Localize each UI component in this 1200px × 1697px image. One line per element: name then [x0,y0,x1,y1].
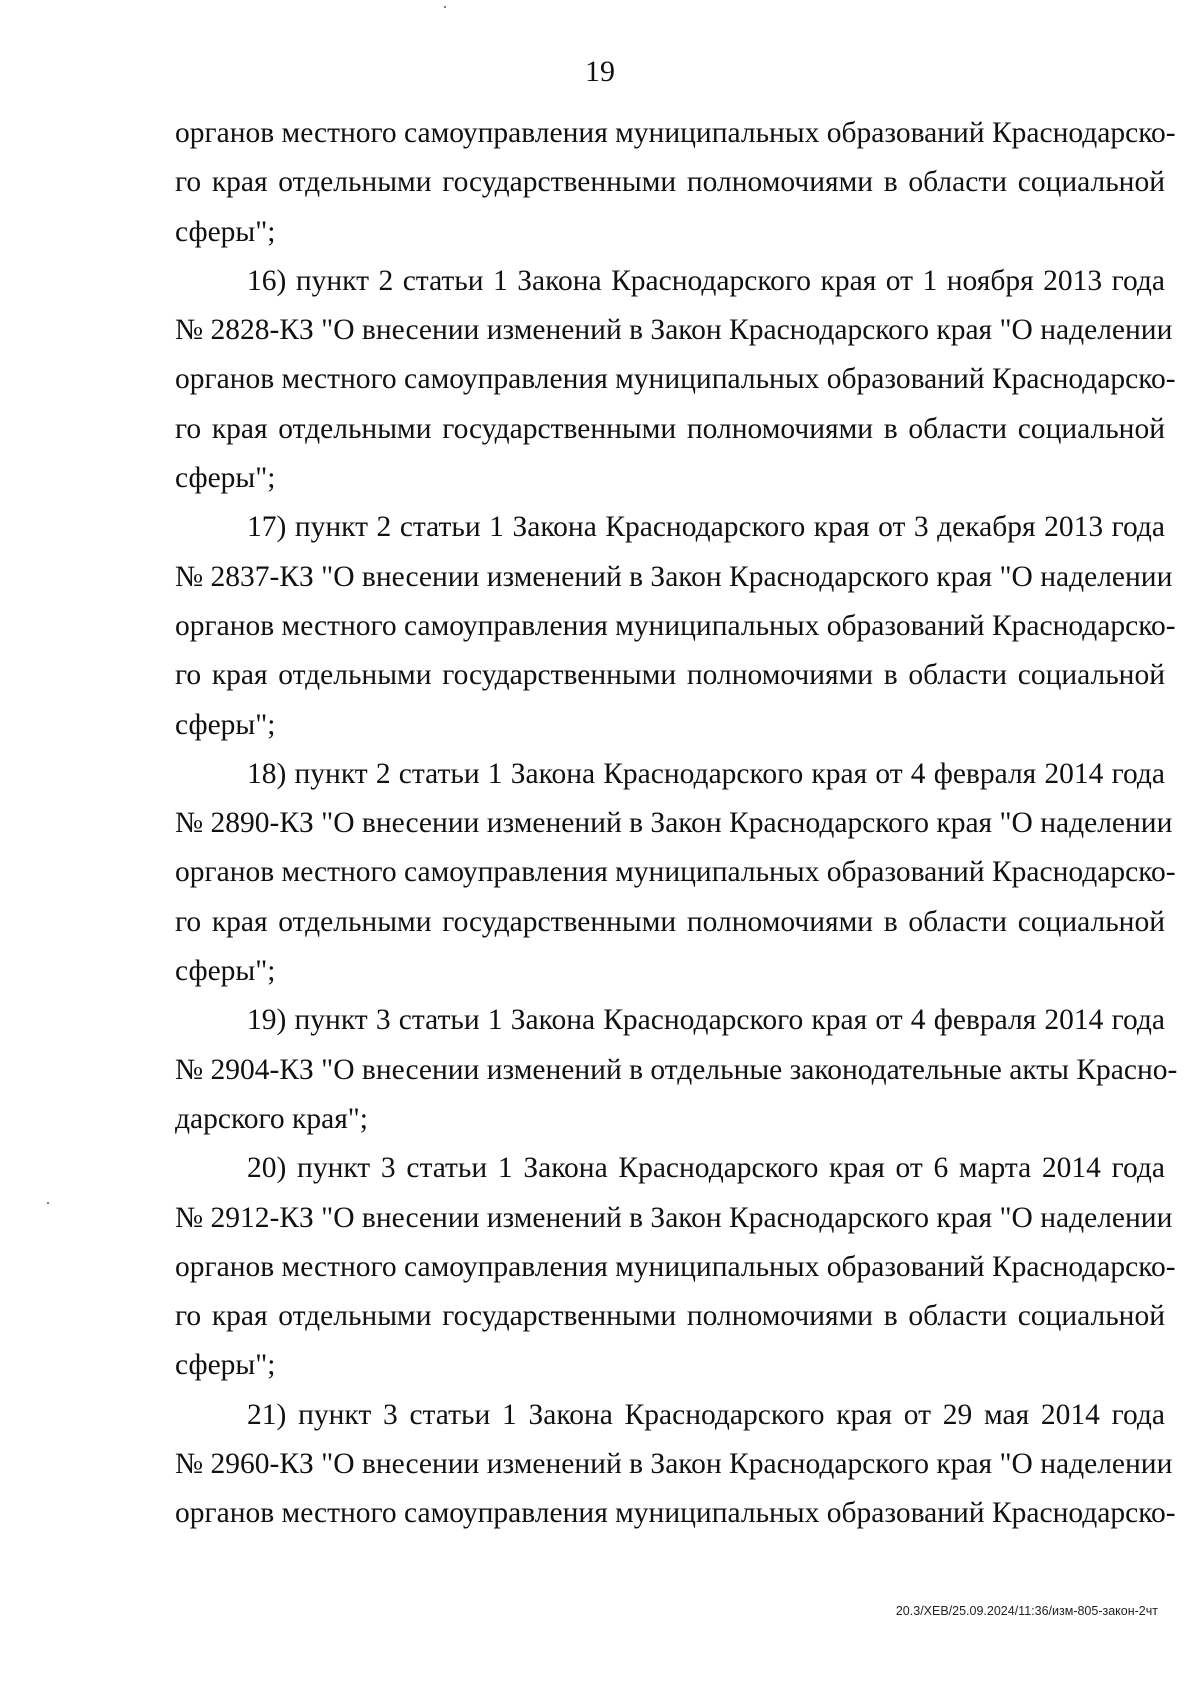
scan-speck [47,1202,49,1204]
text-line: 20) пункт 3 статьи 1 Закона Краснодарского края от 6 марта 2014 года [247,1152,1165,1185]
text-line: 19) пункт 3 статьи 1 Закона Краснодарского края от 4 февраля 2014 года [247,1004,1165,1037]
text-line: № 2912-КЗ "О внесении изменений в Закон Краснодарского края "О наделении [175,1201,1173,1234]
text-line: го края отдельными государственными полномочиями в области социальной [175,412,1165,445]
text-line: сферы"; [175,1349,276,1382]
text-line: органов местного самоуправления муниципальных образований Краснодарско- [175,363,1176,396]
text-line: 16) пункт 2 статьи 1 Закона Краснодарского края от 1 ноября 2013 года [247,264,1165,297]
document-footer-code: 20.3/ХЕВ/25.09.2024/11:36/изм-805-закон-2чт [895,1604,1158,1618]
text-line: органов местного самоуправления муниципальных образований Краснодарско- [175,1250,1176,1283]
text-line: го края отдельными государственными полномочиями в области социальной [175,905,1165,938]
text-line: № 2837-КЗ "О внесении изменений в Закон Краснодарского края "О наделении [175,560,1173,593]
text-line: дарского края"; [175,1102,369,1135]
text-line: органов местного самоуправления муниципальных образований Краснодарско- [175,609,1176,642]
text-line: № 2890-КЗ "О внесении изменений в Закон Краснодарского края "О наделении [175,807,1173,840]
text-line: сферы"; [175,215,276,248]
text-line: 17) пункт 2 статьи 1 Закона Краснодарского края от 3 декабря 2013 года [247,511,1165,544]
text-line: го края отдельными государственными полномочиями в области социальной [175,1300,1165,1333]
text-line: 18) пункт 2 статьи 1 Закона Краснодарского края от 4 февраля 2014 года [247,757,1165,790]
page-number: 19 [585,55,615,88]
text-line: го края отдельными государственными полномочиями в области социальной [175,166,1165,199]
text-line: № 2904-КЗ "О внесении изменений в отдельные законодательные акты Красно- [175,1053,1178,1086]
text-line: органов местного самоуправления муниципальных образований Краснодарско- [175,117,1176,149]
text-line: № 2960-КЗ "О внесении изменений в Закон Краснодарского края "О наделении [175,1448,1173,1481]
text-line: сферы"; [175,708,276,741]
text-line: органов местного самоуправления муниципальных образований Краснодарско- [175,856,1176,889]
text-line: органов местного самоуправления муниципальных образований Краснодарско- [175,1497,1176,1530]
document-body [175,109,1178,1539]
text-line: го края отдельными государственными полномочиями в области социальной [175,659,1165,692]
text-line: № 2828-КЗ "О внесении изменений в Закон Краснодарского края "О наделении [175,314,1173,347]
scan-speck [444,6,446,8]
text-line: сферы"; [175,955,276,988]
text-line: 21) пункт 3 статьи 1 Закона Краснодарского края от 29 мая 2014 года [247,1398,1165,1431]
text-line: сферы"; [175,462,276,495]
